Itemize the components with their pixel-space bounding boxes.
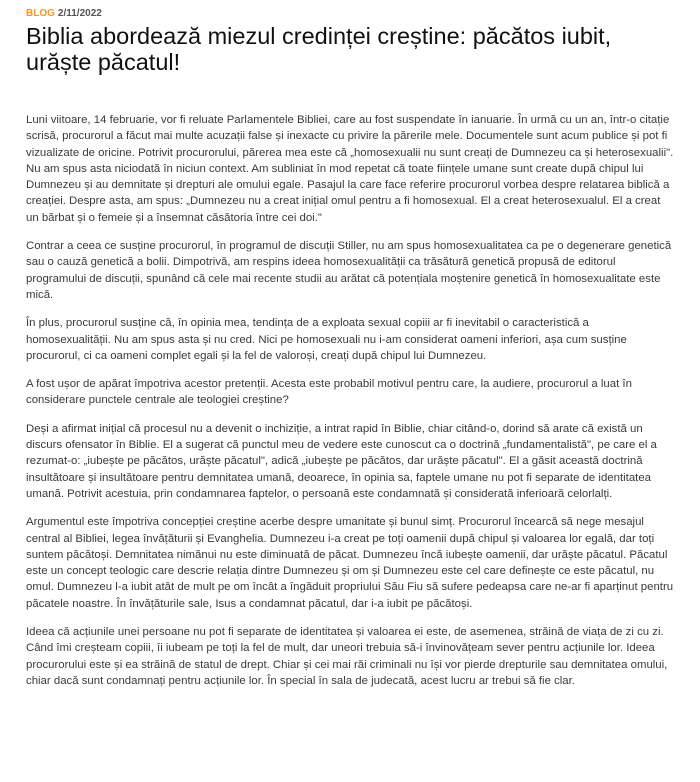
- publish-date: 2/11/2022: [57, 8, 102, 19]
- paragraph: Deși a afirmat inițial că procesul nu a devenit o inchiziție, a intrat rapid în Biblie, chiar citând-o, dorind să arate că există un discurs ofensator în Biblie. El a sugerat că punctul meu de vedere este cunoscut ca o doctrină „fundamentalistă", pe care el a rezumat-o: „iubește pe păcătos, urăște păcatul", adică „iubește pe păcătos, dar urăște păcatul". El a găsit această doctrină insultătoare și insultătoare pentru demnitatea umană, deoarece, în opinia sa, faptele umane nu pot fi separate de identitatea umană. Potrivit acestuia, prin condamnarea faptelor, o persoană este condamnată și considerată inferioară celorlalți.: [26, 422, 657, 500]
- article-title: Biblia abordează miezul credinței creștine: păcătos iubit, urăște păcatul!: [26, 23, 612, 75]
- article-body: [26, 112, 676, 689]
- paragraph: În plus, procurorul susține că, în opinia mea, tendința de a exploata sexual copiii ar fi inevitabil o caracteristică a homosexualității. Nu am spus asta și nu cred. Nici pe homosexuali nu i-am considerat oameni inferiori, așa cum susține procurorul, ci ca oameni complet egali și la fel de valoroși, creați după chipul lui Dumnezeu.: [26, 317, 627, 362]
- paragraph: Luni viitoare, 14 februarie, vor fi reluate Parlamentele Bibliei, care au fost suspendate în ianuarie. În urmă cu un an, într-o citație scrisă, procurorul a făcut mai multe acuzații false și inexacte cu privire la părerile mele. Documentele sunt acum publice și pot fi vizualizate de oricine. Potrivit procurorului, părerea mea este că „homosexualii nu sunt creați de Dumnezeu ca și heterosexualii". Nu am spus asta niciodată în niciun context. Am subliniat în mod repetat că toate ființele umane sunt create după chipul lui Dumnezeu și au demnitate și drepturi ale omului egale. Pasajul la care face referire procurorul vorbea despre relatarea biblică a creației. Despre asta, am spus: „Dumnezeu nu a creat inițial omul pentru a fi homosexual. El a creat heterosexualul. El a creat un bărbat și o femeie și a însemnat căsătoria între cei doi.": [26, 114, 674, 224]
- paragraph: A fost ușor de apărat împotriva acestor pretenții. Acesta este probabil motivul pentru care, la audiere, procurorul a luat în considerare punctele centrale ale teologiei creștine?: [26, 378, 632, 407]
- paragraph: Ideea că acțiunile unei persoane nu pot fi separate de identitatea și valoarea ei este, de asemenea, străină de viața de zi cu zi. Când îmi creșteam copiii, îi iubeam pe toți la fel de mult, dar uneori trebuia să-i învinovățeam sever pentru acțiunile lor. Ideea procurorului este și ea străină de statul de drept. Chiar și cei mai răi criminali nu își vor pierde drepturile sau demnitatea omului, chiar dacă sunt condamnați pentru acțiunile lor. În special în sala de judecată, acest lucru ar trebui să fie clar.: [26, 626, 668, 687]
- category-link[interactable]: BLOG: [26, 8, 55, 19]
- paragraph: Contrar a ceea ce susține procurorul, în programul de discuții Stiller, nu am spus homosexualitatea ca pe o degenerare genetică sau o cauză genetică a bolii. Dimpotrivă, am respins ideea homosexualității ca trăsătură genetică propusă de editorul programului de discuții, spunând că cele mai recente studii au arătat că potențiala moștenire genetică în homosexualitate este mică.: [26, 240, 672, 301]
- paragraph: Argumentul este împotriva concepției creștine acerbe despre umanitate și bunul simț. Procurorul încearcă să nege mesajul central al Bibliei, legea învățăturii și Evanghelia. Dumnezeu i-a creat pe toți oamenii după chipul și valoarea lor egală, dar toți suntem păcătoși. Demnitatea nimănui nu este diminuată de păcat. Dumnezeu încă iubește oamenii, dar urăște păcatul. Păcatul este un concept teologic care descrie relația dintre Dumnezeu și om și Dumnezeu este cel care definește ce este păcatul, nu omul. Dumnezeu l-a iubit atât de mult pe om încât a îngăduit propriului Său Fiu să sufere pedeapsa care ne-ar fi aparținut pentru păcatele noastre. În învățăturile sale, Isus a condamnat păcatul, dar i-a iubit pe păcătoși.: [26, 516, 674, 610]
- article-meta: [26, 8, 676, 20]
